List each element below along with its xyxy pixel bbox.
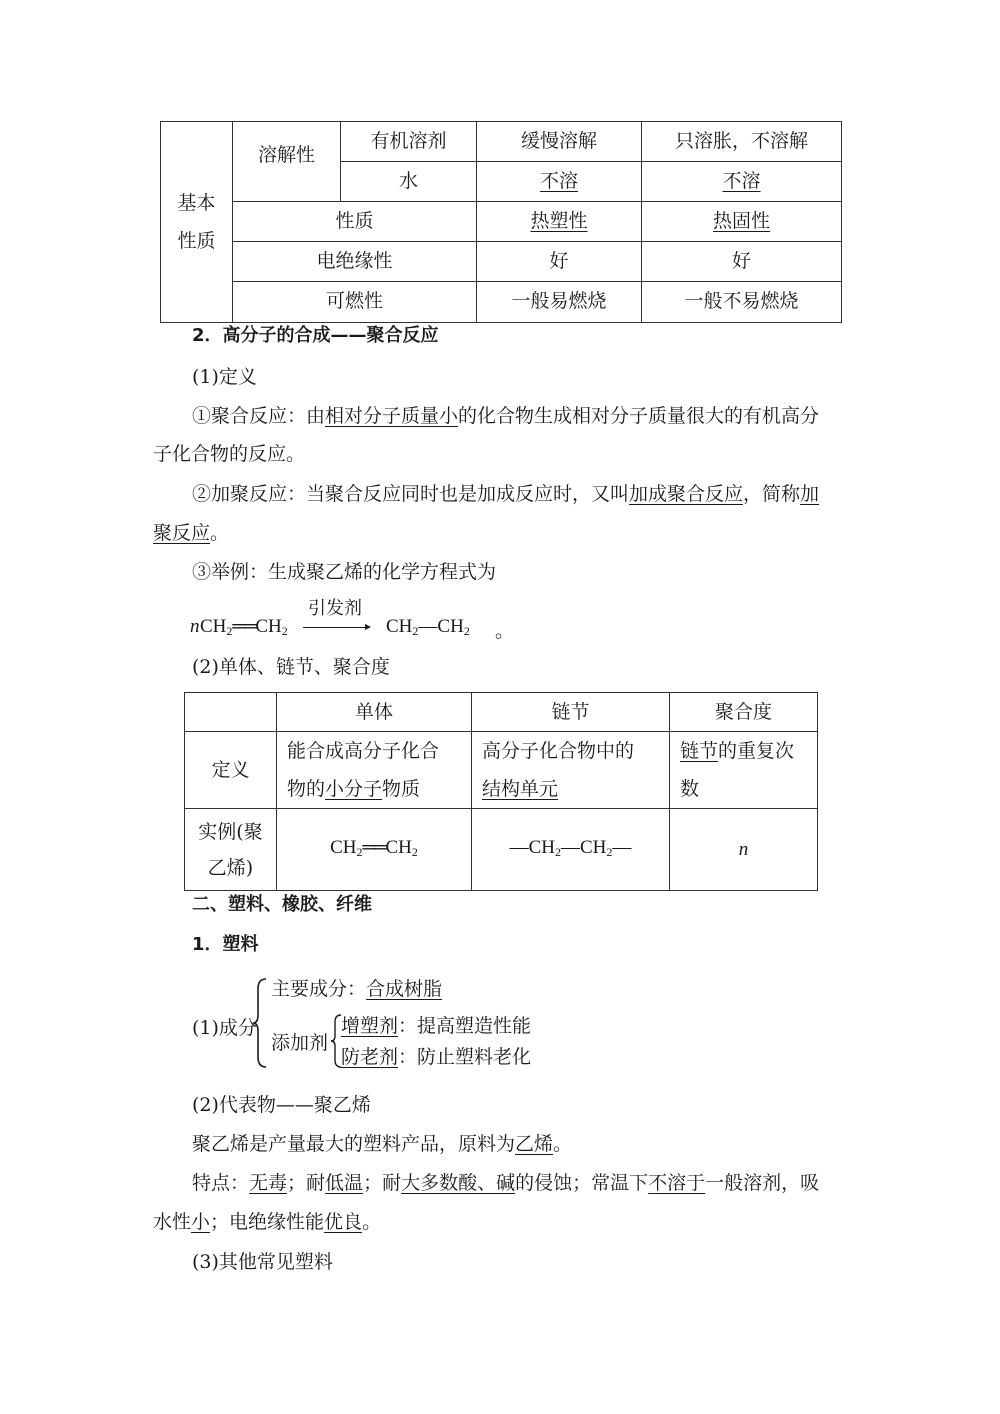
text: 的重复次 bbox=[718, 740, 795, 762]
answer-text: 大多数酸、碱 bbox=[401, 1172, 516, 1194]
subheading-plastics: 1．塑料 bbox=[192, 934, 259, 955]
section-heading-synthesis: 2．高分子的合成——聚合反应 bbox=[192, 325, 439, 346]
cell-thermoplastic-property bbox=[477, 202, 642, 242]
answer-text: 优良 bbox=[324, 1211, 363, 1233]
answer-text: 无毒 bbox=[249, 1172, 288, 1194]
cell-flammability: 可燃性 bbox=[233, 282, 477, 323]
main-component bbox=[271, 976, 442, 1002]
polyethylene-intro bbox=[192, 1131, 572, 1157]
cell-thermoset-property bbox=[642, 202, 842, 242]
text: 的化合物生成相对分子质量很大的有机高分 bbox=[458, 405, 820, 427]
additive-plasticizer bbox=[341, 1013, 531, 1039]
row-header-line1: 基本 bbox=[177, 192, 216, 214]
row-header-line2: 性质 bbox=[177, 230, 216, 252]
catalyst-label: 引发剂 bbox=[308, 598, 362, 619]
cell-monomer-definition bbox=[277, 732, 472, 809]
row-label-definition: 定义 bbox=[185, 732, 277, 809]
cell-unit-definition bbox=[472, 732, 670, 809]
text: 。 bbox=[210, 522, 230, 544]
text: ：提高塑造性能 bbox=[398, 1015, 532, 1037]
text: 。 bbox=[362, 1211, 382, 1233]
answer-text: 防老剂 bbox=[341, 1046, 399, 1068]
answer-text: 不溶 bbox=[722, 170, 761, 192]
polyethylene-features bbox=[192, 1170, 819, 1196]
text: ；耐 bbox=[363, 1172, 402, 1194]
cell-thermoplastic-flammability: 一般易燃烧 bbox=[477, 282, 642, 323]
text: ，简称 bbox=[743, 483, 801, 505]
definition-addition-polymerization bbox=[192, 481, 819, 507]
chemical-equation bbox=[190, 594, 520, 644]
cell-thermoset-flammability: 一般不易燃烧 bbox=[642, 282, 842, 323]
cell-insulation: 电绝缘性 bbox=[233, 242, 477, 282]
monomer-table bbox=[184, 692, 818, 891]
text: 聚乙烯是产量最大的塑料产品，原料为 bbox=[192, 1133, 516, 1155]
answer-text: 相对分子质量小 bbox=[325, 405, 459, 427]
cell-monomer-example: $CH_2══CH_2$ bbox=[277, 809, 472, 891]
answer-text: 结构单元 bbox=[482, 778, 559, 800]
answer-text: 热固性 bbox=[712, 210, 770, 232]
text: ；电绝缘性能 bbox=[210, 1211, 325, 1233]
additive-antiaging bbox=[341, 1044, 531, 1070]
subheading-representative: (2)代表物——聚乙烯 bbox=[192, 1094, 371, 1116]
answer-text: 加成聚合反应 bbox=[629, 483, 744, 505]
cell-water: 水 bbox=[341, 162, 477, 202]
brace-icon bbox=[252, 977, 268, 1069]
subheading-other-plastics: (3)其他常见塑料 bbox=[192, 1251, 333, 1273]
period: 。 bbox=[495, 621, 515, 642]
header-degree: 聚合度 bbox=[670, 693, 818, 732]
row-header-basic-properties bbox=[161, 122, 233, 323]
answer-text: 加 bbox=[800, 483, 820, 505]
cell-degree-example: n bbox=[670, 809, 818, 891]
text: 实例(聚 bbox=[198, 820, 263, 843]
answer-text: 增塑剂 bbox=[341, 1015, 399, 1037]
text: ①聚合反应：由 bbox=[192, 405, 326, 427]
text bbox=[287, 770, 471, 808]
arrow-head bbox=[365, 624, 371, 630]
text: 物质 bbox=[382, 778, 421, 800]
cell-degree-definition bbox=[670, 732, 818, 809]
answer-text: 不溶 bbox=[539, 170, 578, 192]
answer-text: 低温 bbox=[325, 1172, 364, 1194]
answer-text: 乙烯 bbox=[515, 1133, 554, 1155]
additive-label: 添加剂 bbox=[271, 1032, 329, 1054]
text: 水性 bbox=[153, 1211, 192, 1233]
cell-unit-example: $—CH_2—CH_2—$ bbox=[472, 809, 670, 891]
polyethylene-features-cont bbox=[153, 1209, 381, 1235]
answer-text: 聚反应 bbox=[153, 522, 211, 544]
text: 能合成高分子化合 bbox=[287, 740, 440, 762]
header-chain-unit: 链节 bbox=[472, 693, 670, 732]
text: 乙烯) bbox=[207, 856, 254, 879]
cell-thermoplastic-water bbox=[477, 162, 642, 202]
text: 物的 bbox=[287, 778, 326, 800]
answer-text: 小分子 bbox=[325, 778, 383, 800]
text: 主要成分： bbox=[271, 978, 367, 1000]
cell-thermoplastic-insulation: 好 bbox=[477, 242, 642, 282]
cell-property: 性质 bbox=[233, 202, 477, 242]
answer-text: 不溶于 bbox=[648, 1172, 706, 1194]
subheading-definition: (1)定义 bbox=[192, 366, 257, 388]
header-empty bbox=[185, 693, 277, 732]
part-heading-plastics-rubber-fiber: 二、塑料、橡胶、纤维 bbox=[192, 894, 372, 915]
cell-thermoset-insulation: 好 bbox=[642, 242, 842, 282]
reaction-arrow-icon bbox=[303, 627, 369, 628]
text: ；耐 bbox=[287, 1172, 326, 1194]
coefficient: n bbox=[190, 616, 200, 637]
definition-polymerization bbox=[192, 403, 819, 429]
header-monomer: 单体 bbox=[277, 693, 472, 732]
subheading-monomer: (2)单体、链节、聚合度 bbox=[192, 656, 390, 678]
example-intro: ③举例：生成聚乙烯的化学方程式为 bbox=[192, 561, 497, 583]
solubility-label: 溶解性 bbox=[233, 122, 341, 202]
composition-label: (1)成分 bbox=[192, 1017, 257, 1039]
cell-thermoset-water bbox=[642, 162, 842, 202]
text: 高分子化合物中的 bbox=[482, 740, 635, 762]
product: $CH_2—CH_2$ bbox=[386, 616, 470, 638]
definition-addition-polymerization-cont bbox=[153, 520, 229, 546]
cell-organic-solvent: 有机溶剂 bbox=[341, 122, 477, 162]
text: 数 bbox=[680, 778, 700, 800]
definition-polymerization-cont: 子化合物的反应。 bbox=[153, 443, 306, 465]
text: ②加聚反应：当聚合反应同时也是加成反应时，又叫 bbox=[192, 483, 630, 505]
text: ：防止塑料老化 bbox=[398, 1046, 532, 1068]
properties-table bbox=[160, 121, 842, 323]
answer-text: 热塑性 bbox=[530, 210, 588, 232]
answer-text: 小 bbox=[191, 1211, 211, 1233]
cell-thermoset-organic: 只溶胀，不溶解 bbox=[642, 122, 842, 162]
answer-text: 链节 bbox=[680, 740, 719, 762]
text: 特点： bbox=[192, 1172, 250, 1194]
row-label-example bbox=[185, 809, 277, 891]
cell-thermoplastic-organic: 缓慢溶解 bbox=[477, 122, 642, 162]
reactant: $CH_2══CH_2$ bbox=[200, 616, 288, 638]
answer-text: 合成树脂 bbox=[366, 978, 443, 1000]
text: 一般溶剂，吸 bbox=[705, 1172, 820, 1194]
text: 。 bbox=[553, 1133, 573, 1155]
text: 的侵蚀；常温下 bbox=[515, 1172, 649, 1194]
